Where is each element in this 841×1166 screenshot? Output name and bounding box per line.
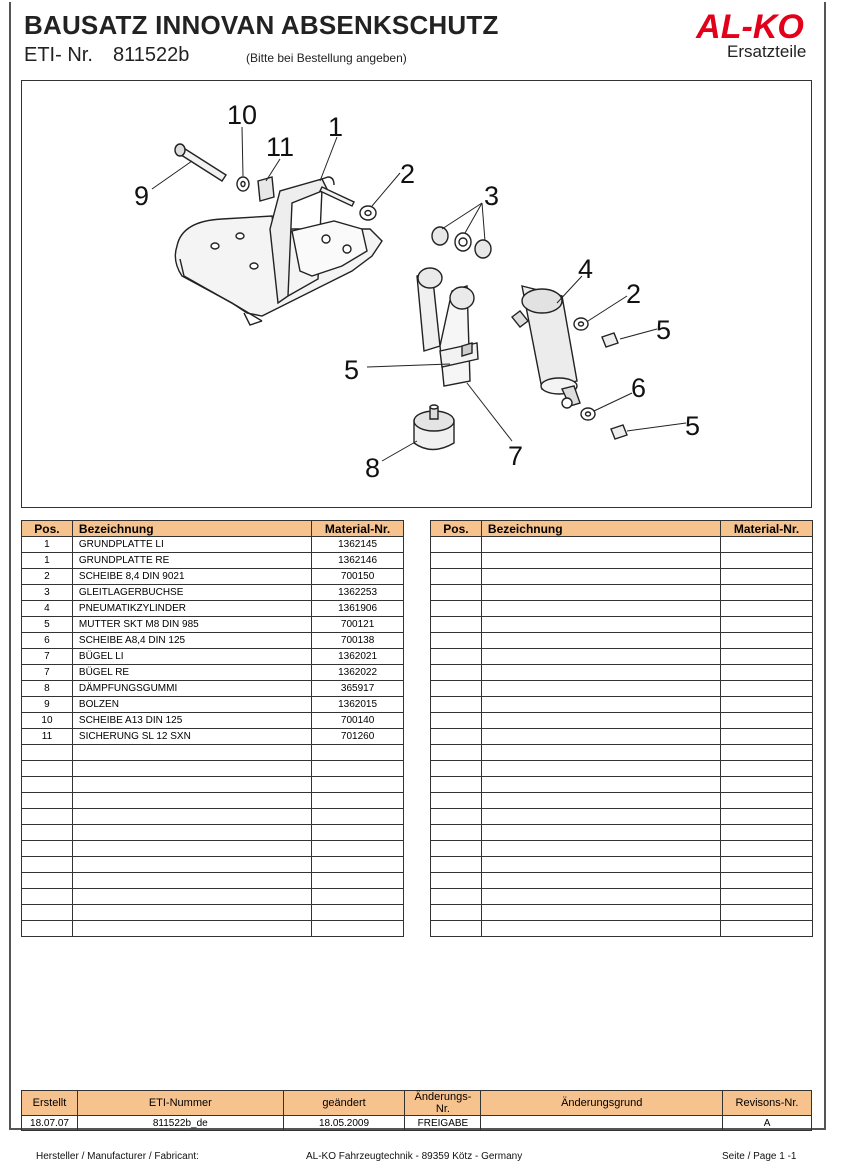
designation-cell <box>481 585 720 601</box>
designation-cell <box>72 857 311 873</box>
pos-header: Pos. <box>431 521 482 537</box>
material-cell <box>312 761 404 777</box>
material-cell: 365917 <box>312 681 404 697</box>
material-cell <box>312 921 404 937</box>
table-row <box>431 857 813 873</box>
table-row <box>431 841 813 857</box>
washer-and-bushing-parts <box>360 206 491 258</box>
table-row <box>22 761 404 777</box>
pos-cell <box>22 857 73 873</box>
pos-cell <box>22 793 73 809</box>
designation-cell: SCHEIBE A8,4 DIN 125 <box>72 633 311 649</box>
designation-cell <box>72 873 311 889</box>
table-row <box>431 569 813 585</box>
designation-cell: DÄMPFUNGSGUMMI <box>72 681 311 697</box>
material-cell <box>721 761 813 777</box>
table-row <box>22 617 404 633</box>
table-row <box>431 633 813 649</box>
pos-cell <box>431 665 482 681</box>
document-title: BAUSATZ INNOVAN ABSENKSCHUTZ <box>24 10 499 40</box>
table-row <box>22 553 404 569</box>
material-cell <box>312 905 404 921</box>
callout-2a: 2 <box>400 159 416 189</box>
pos-cell <box>431 825 482 841</box>
pos-cell <box>22 745 73 761</box>
designation-cell <box>72 841 311 857</box>
parts-table-left <box>21 520 404 937</box>
table-row <box>431 665 813 681</box>
designation-cell <box>72 761 311 777</box>
table-row <box>22 841 404 857</box>
pos-cell <box>431 649 482 665</box>
designation-cell <box>481 777 720 793</box>
pos-header: Pos. <box>22 521 73 537</box>
pos-cell <box>431 777 482 793</box>
order-hint: (Bitte bei Bestellung angeben) <box>246 51 407 65</box>
table-row <box>22 585 404 601</box>
material-header: Material-Nr. <box>721 521 813 537</box>
eti-number: 811522b <box>113 44 190 66</box>
material-cell <box>721 825 813 841</box>
table-row <box>431 697 813 713</box>
material-cell <box>721 585 813 601</box>
callout-6: 6 <box>631 373 647 403</box>
pos-cell <box>431 889 482 905</box>
pos-cell: 3 <box>22 585 73 601</box>
callout-9: 9 <box>134 181 150 211</box>
bolt-part <box>175 144 354 206</box>
designation-cell <box>72 905 311 921</box>
damping-rubber-part <box>414 405 454 450</box>
designation-cell <box>481 713 720 729</box>
material-cell <box>721 729 813 745</box>
designation-cell <box>481 601 720 617</box>
svg-text:AL-KO: AL-KO <box>696 8 804 46</box>
designation-cell <box>72 777 311 793</box>
designation-cell <box>72 825 311 841</box>
material-cell: 700140 <box>312 713 404 729</box>
revision-number-value: A <box>723 1116 812 1131</box>
designation-cell <box>481 633 720 649</box>
material-cell <box>312 793 404 809</box>
created-header: Erstellt <box>22 1091 78 1116</box>
material-cell <box>312 825 404 841</box>
pos-cell <box>431 569 482 585</box>
material-cell <box>721 777 813 793</box>
pos-cell <box>431 585 482 601</box>
designation-cell <box>481 697 720 713</box>
designation-cell <box>481 729 720 745</box>
material-cell <box>312 873 404 889</box>
exploded-drawing <box>21 80 812 508</box>
material-cell: 1362253 <box>312 585 404 601</box>
table-row <box>431 617 813 633</box>
eti-label: ETI- Nr. <box>24 44 93 66</box>
callout-10: 10 <box>227 100 258 130</box>
table-row <box>22 905 404 921</box>
change-reason-header: Änderungsgrund <box>481 1091 723 1116</box>
material-cell <box>312 777 404 793</box>
callout-4: 4 <box>578 254 594 284</box>
designation-cell <box>481 921 720 937</box>
material-cell: 1362145 <box>312 537 404 553</box>
designation-cell <box>72 745 311 761</box>
material-cell <box>312 889 404 905</box>
change-reason-value <box>481 1116 723 1131</box>
page-number: Seite / Page 1 -1 <box>722 1151 797 1162</box>
designation-cell <box>72 889 311 905</box>
table-row <box>431 889 813 905</box>
designation-cell: BÜGEL LI <box>72 649 311 665</box>
designation-cell: GLEITLAGERBUCHSE <box>72 585 311 601</box>
pos-cell <box>431 633 482 649</box>
callout-7: 7 <box>508 441 524 471</box>
pos-cell <box>431 809 482 825</box>
material-cell <box>721 857 813 873</box>
callout-2b: 2 <box>626 279 642 309</box>
pos-cell <box>431 793 482 809</box>
table-row <box>431 553 813 569</box>
designation-cell <box>481 665 720 681</box>
table-row <box>22 857 404 873</box>
designation-cell <box>481 793 720 809</box>
revision-number-header: Revisons-Nr. <box>723 1091 812 1116</box>
pos-cell <box>22 921 73 937</box>
designation-cell: BOLZEN <box>72 697 311 713</box>
pos-cell: 7 <box>22 665 73 681</box>
designation-cell: MUTTER SKT M8 DIN 985 <box>72 617 311 633</box>
table-row <box>431 537 813 553</box>
pos-cell <box>431 617 482 633</box>
material-cell <box>721 665 813 681</box>
designation-cell <box>481 841 720 857</box>
table-row <box>22 873 404 889</box>
callout-1: 1 <box>328 112 344 142</box>
table-row <box>22 729 404 745</box>
table-row <box>431 809 813 825</box>
table-row <box>22 921 404 937</box>
revision-table <box>21 1090 812 1131</box>
designation-cell: SICHERUNG SL 12 SXN <box>72 729 311 745</box>
material-cell <box>721 745 813 761</box>
table-row <box>431 905 813 921</box>
pos-cell <box>22 873 73 889</box>
alko-logo <box>688 6 812 46</box>
pos-cell <box>431 761 482 777</box>
pos-cell <box>22 777 73 793</box>
table-row <box>431 793 813 809</box>
designation-cell: GRUNDPLATTE RE <box>72 553 311 569</box>
pos-cell: 1 <box>22 537 73 553</box>
pos-cell: 1 <box>22 553 73 569</box>
pos-cell <box>22 809 73 825</box>
material-cell <box>721 921 813 937</box>
material-cell <box>721 889 813 905</box>
designation-cell <box>481 761 720 777</box>
pos-cell <box>431 745 482 761</box>
table-row <box>431 761 813 777</box>
change-number-header: Änderungs-Nr. <box>405 1091 481 1116</box>
designation-cell <box>481 873 720 889</box>
table-row <box>22 809 404 825</box>
eti-number-header: ETI-Nummer <box>77 1091 283 1116</box>
pos-cell <box>431 857 482 873</box>
material-cell <box>721 601 813 617</box>
table-row <box>22 889 404 905</box>
designation-cell <box>481 681 720 697</box>
material-cell <box>721 553 813 569</box>
pos-cell <box>431 921 482 937</box>
pos-cell <box>431 601 482 617</box>
pos-cell <box>22 905 73 921</box>
pos-cell <box>431 841 482 857</box>
pos-cell <box>22 825 73 841</box>
pos-cell: 10 <box>22 713 73 729</box>
designation-cell <box>481 905 720 921</box>
pos-cell <box>431 537 482 553</box>
designation-cell <box>72 793 311 809</box>
pneumatic-cylinder-part <box>512 286 627 439</box>
table-row <box>22 649 404 665</box>
callout-11: 11 <box>266 132 295 162</box>
callout-5b: 5 <box>344 355 360 385</box>
callout-8: 8 <box>365 453 381 483</box>
designation-cell <box>481 617 720 633</box>
designation-cell <box>481 745 720 761</box>
material-cell <box>721 569 813 585</box>
changed-header: geändert <box>283 1091 405 1116</box>
eti-number-value: 811522b_de <box>77 1116 283 1131</box>
pos-cell <box>431 553 482 569</box>
designation-cell <box>481 553 720 569</box>
material-cell <box>721 713 813 729</box>
pos-cell <box>431 681 482 697</box>
table-row <box>22 633 404 649</box>
designation-cell <box>481 889 720 905</box>
material-cell: 700150 <box>312 569 404 585</box>
table-row <box>431 681 813 697</box>
material-cell: 1362021 <box>312 649 404 665</box>
pos-cell: 11 <box>22 729 73 745</box>
base-plate-part <box>175 177 382 325</box>
table-row <box>22 777 404 793</box>
material-cell <box>721 793 813 809</box>
material-cell: 1362146 <box>312 553 404 569</box>
table-row <box>431 729 813 745</box>
designation-cell: GRUNDPLATTE LI <box>72 537 311 553</box>
designation-cell: BÜGEL RE <box>72 665 311 681</box>
designation-header: Bezeichnung <box>72 521 311 537</box>
material-cell: 700138 <box>312 633 404 649</box>
created-value: 18.07.07 <box>22 1116 78 1131</box>
designation-header: Bezeichnung <box>481 521 720 537</box>
logo-subtitle: Ersatzteile <box>727 42 807 61</box>
manufacturer-name: AL-KO Fahrzeugtechnik - 89359 Kötz - Germany <box>306 1151 523 1162</box>
pos-cell <box>431 905 482 921</box>
pos-cell <box>22 841 73 857</box>
material-cell <box>721 633 813 649</box>
pos-cell: 9 <box>22 697 73 713</box>
callout-5a: 5 <box>656 315 672 345</box>
callout-3: 3 <box>484 181 500 211</box>
table-row <box>22 825 404 841</box>
material-cell <box>312 745 404 761</box>
pos-cell: 8 <box>22 681 73 697</box>
exploded-view-svg <box>22 81 811 507</box>
designation-cell <box>481 649 720 665</box>
table-row <box>431 713 813 729</box>
table-row <box>431 585 813 601</box>
change-number-value: FREIGABE <box>405 1116 481 1131</box>
designation-cell: SCHEIBE 8,4 DIN 9021 <box>72 569 311 585</box>
material-cell: 701260 <box>312 729 404 745</box>
pos-cell <box>431 697 482 713</box>
material-cell <box>721 697 813 713</box>
parts-table-right <box>430 520 813 937</box>
manufacturer-label: Hersteller / Manufacturer / Fabricant: <box>36 1151 199 1162</box>
bracket-part <box>417 268 478 386</box>
table-row <box>431 825 813 841</box>
pos-cell <box>431 729 482 745</box>
pos-cell: 6 <box>22 633 73 649</box>
designation-cell: SCHEIBE A13 DIN 125 <box>72 713 311 729</box>
designation-cell: PNEUMATIKZYLINDER <box>72 601 311 617</box>
designation-cell <box>481 809 720 825</box>
designation-cell <box>481 569 720 585</box>
material-cell <box>312 857 404 873</box>
table-row <box>22 569 404 585</box>
material-cell <box>721 841 813 857</box>
pos-cell <box>431 713 482 729</box>
material-cell: 1362022 <box>312 665 404 681</box>
material-header: Material-Nr. <box>312 521 404 537</box>
material-cell <box>721 809 813 825</box>
pos-cell: 5 <box>22 617 73 633</box>
material-cell <box>312 841 404 857</box>
table-row <box>431 649 813 665</box>
table-row <box>22 537 404 553</box>
material-cell: 1361906 <box>312 601 404 617</box>
designation-cell <box>481 537 720 553</box>
pos-cell: 4 <box>22 601 73 617</box>
table-row <box>22 745 404 761</box>
table-row <box>431 921 813 937</box>
designation-cell <box>481 857 720 873</box>
material-cell: 1362015 <box>312 697 404 713</box>
designation-cell <box>72 921 311 937</box>
material-cell <box>721 681 813 697</box>
material-cell <box>721 537 813 553</box>
material-cell <box>721 905 813 921</box>
pos-cell: 7 <box>22 649 73 665</box>
table-row <box>22 697 404 713</box>
table-row <box>431 873 813 889</box>
designation-cell <box>72 809 311 825</box>
pos-cell <box>22 761 73 777</box>
changed-value: 18.05.2009 <box>283 1116 405 1131</box>
table-row <box>22 681 404 697</box>
table-row <box>22 713 404 729</box>
table-row <box>431 777 813 793</box>
material-cell <box>312 809 404 825</box>
material-cell <box>721 617 813 633</box>
pos-cell: 2 <box>22 569 73 585</box>
pos-cell <box>431 873 482 889</box>
designation-cell <box>481 825 720 841</box>
table-row <box>22 793 404 809</box>
table-row <box>22 601 404 617</box>
callout-5c: 5 <box>685 411 701 441</box>
material-cell <box>721 873 813 889</box>
table-row <box>22 665 404 681</box>
pos-cell <box>22 889 73 905</box>
table-row <box>431 601 813 617</box>
table-row <box>431 745 813 761</box>
material-cell <box>721 649 813 665</box>
material-cell: 700121 <box>312 617 404 633</box>
